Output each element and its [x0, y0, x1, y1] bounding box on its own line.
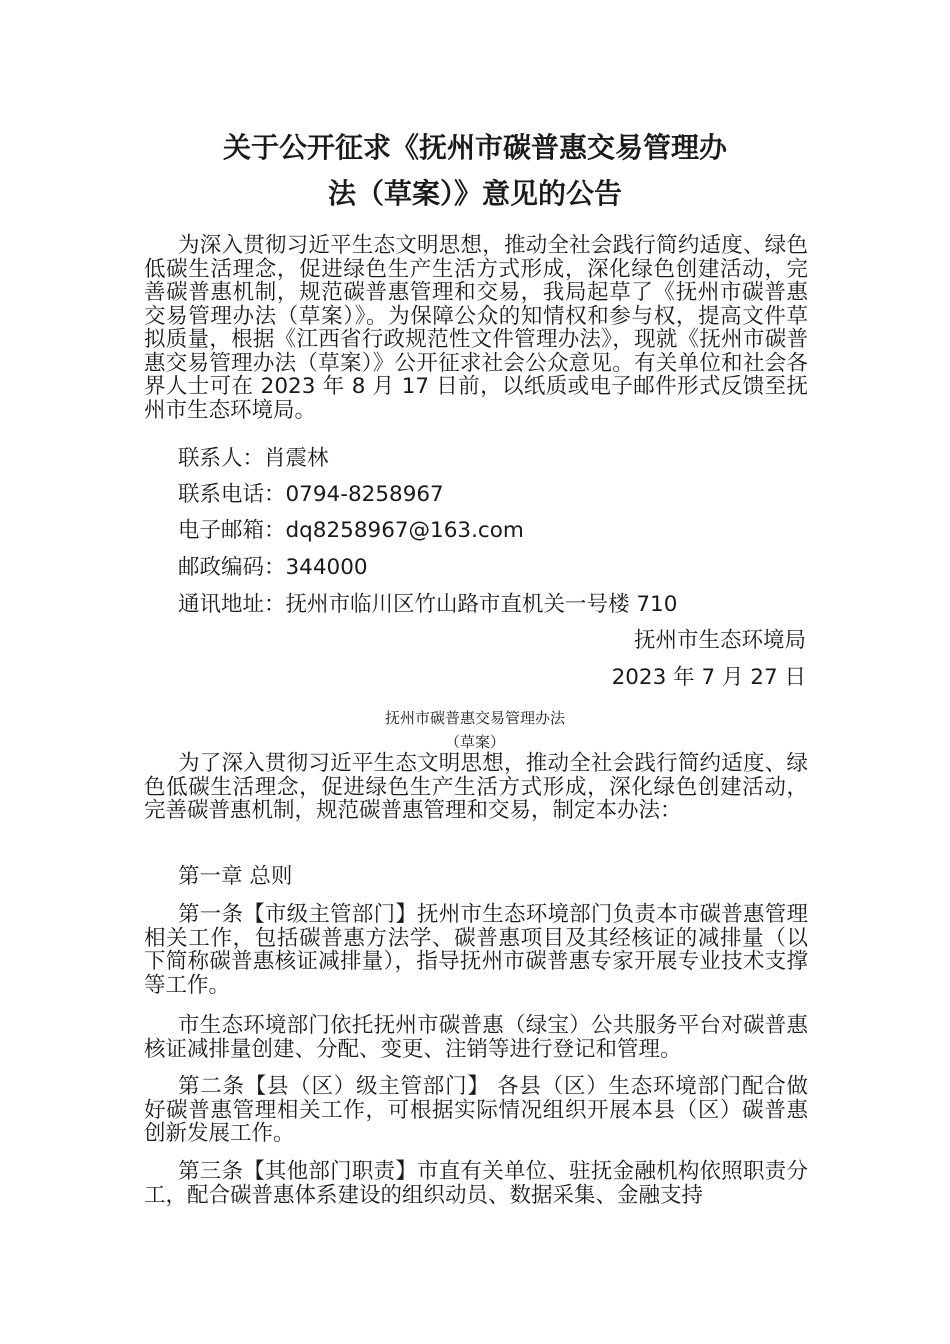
draft-title: 抚州市碳普惠交易管理办法: [384, 709, 565, 727]
contact-postcode: 邮政编码：344000: [178, 555, 368, 580]
draft-subtitle: （草案）: [444, 733, 505, 751]
notice-intro-paragraph: 为深入贯彻习近平生态文明思想，推动全社会践行简约适度、绿色低碳生活理念，促进绿色生产生活方式形成，深化绿色创建活动，完善碳普惠机制，规范碳普惠管理和交易，我局起草了《抚州市碳普惠交易管理办法（草案）》。为保障公众的知情权和参与权，提高文件草拟质量，根据《江西省行政规范性文件管理办法》，现就《抚州市碳普惠交易管理办法（草案）》公开征求社会公众意见。有关单位和社会各界人士可在 2023 年 8 月 17 日前，以纸质或电子邮件形式反馈至抚州市生态环境局。: [144, 233, 808, 423]
signature-date: 2023 年 7 月 27 日: [611, 665, 806, 690]
contact-person: 联系人：肖震林: [178, 446, 329, 471]
article-1-second-paragraph: 市生态环境部门依托抚州市碳普惠（绿宝）公共服务平台对碳普惠核证减排量创建、分配、变更、注销等进行登记和管理。: [144, 1013, 808, 1062]
signature-organization: 抚州市生态环境局: [633, 628, 806, 653]
article-3-paragraph: 第三条【其他部门职责】市直有关单位、驻抚金融机构依照职责分工，配合碳普惠体系建设的组织动员、数据采集、金融支持: [144, 1159, 808, 1208]
notice-title-line-2: 法（草案）》意见的公告: [327, 177, 622, 210]
contact-phone: 联系电话：0794-8258967: [178, 482, 444, 507]
contact-email: 电子邮箱：dq8258967@163.com: [178, 518, 524, 543]
chapter-heading: 第一章 总则: [178, 864, 293, 889]
draft-preamble-paragraph: 为了深入贯彻习近平生态文明思想，推动全社会践行简约适度、绿色低碳生活理念，促进绿色生产生活方式形成，深化绿色创建活动，完善碳普惠机制，规范碳普惠管理和交易，制定本办法：: [144, 751, 808, 823]
article-1-paragraph: 第一条【市级主管部门】抚州市生态环境部门负责本市碳普惠管理相关工作，包括碳普惠方法学、碳普惠项目及其经核证的减排量（以下简称碳普惠核证减排量），指导抚州市碳普惠专家开展专业技术支撑等工作。: [144, 902, 808, 998]
notice-title-line-1: 关于公开征求《抚州市碳普惠交易管理办: [222, 131, 727, 164]
contact-address: 通讯地址：抚州市临川区竹山路市直机关一号楼 710: [178, 592, 678, 617]
article-2-paragraph: 第二条【县（区）级主管部门】 各县（区）生态环境部门配合做好碳普惠管理相关工作，可根据实际情况组织开展本县（区）碳普惠创新发展工作。: [144, 1074, 808, 1146]
